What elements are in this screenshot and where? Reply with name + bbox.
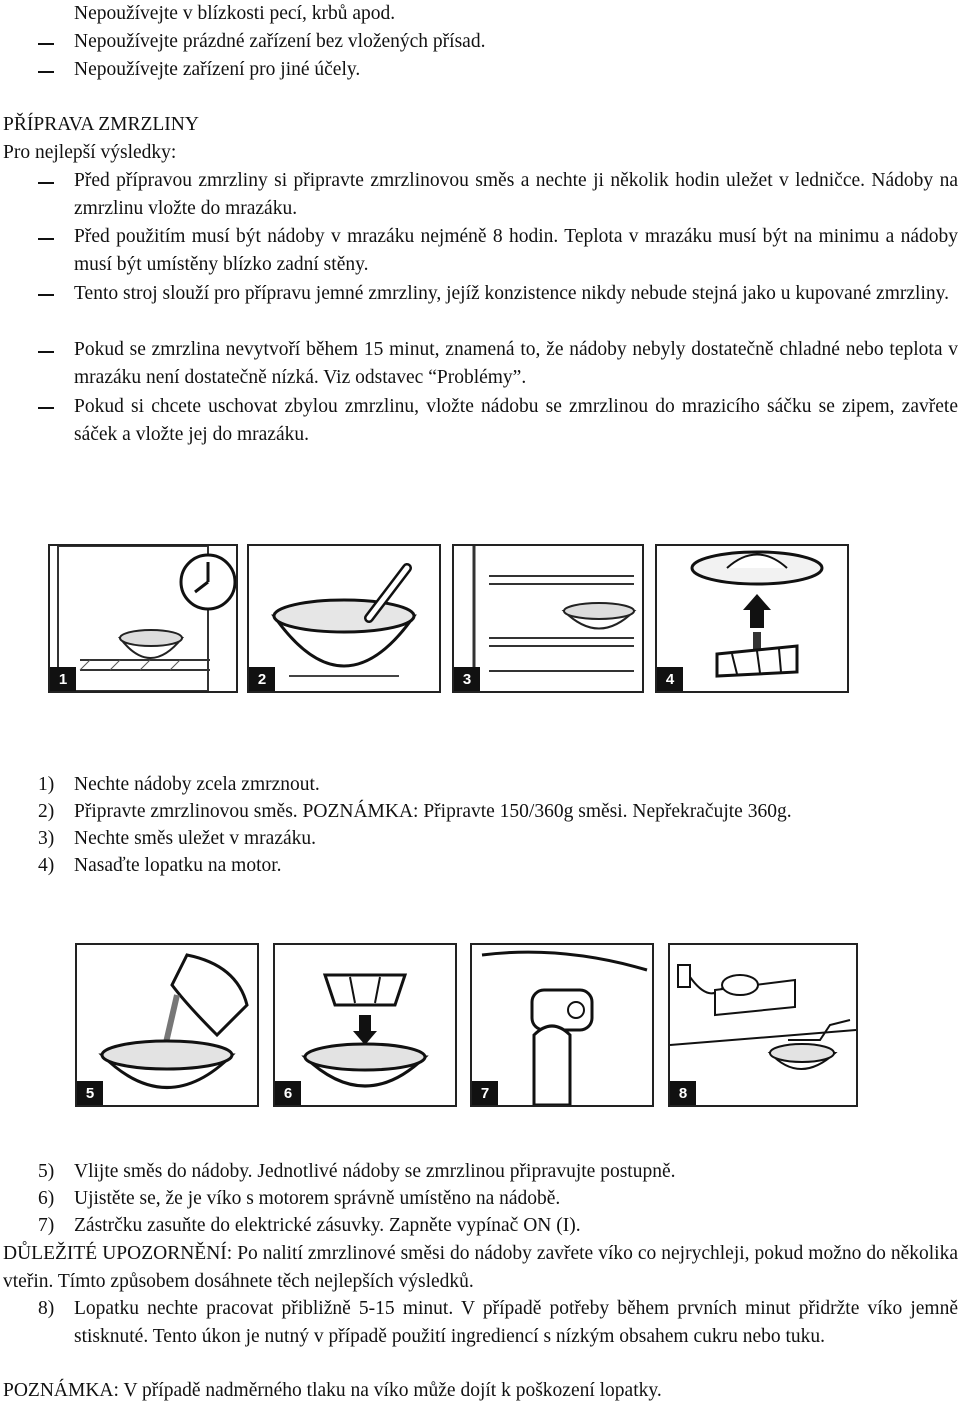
tip-4: Pokud se zmrzlina nevytvoří během 15 minut, znamená to, že nádoby nebyly dostatečně chladné nebo teplota v mrazáku není dostatečně nízká. Viz odstavec “Problémy”. (74, 339, 958, 388)
dash-bullet (38, 238, 54, 240)
figure-panel-2 (247, 544, 441, 693)
plugged-machine-illustration (670, 945, 856, 1105)
step-number: 7) (38, 1215, 55, 1236)
figure-panel-5 (75, 943, 259, 1107)
figure-panel-3 (452, 544, 644, 693)
step-text: Lopatku nechte pracovat přibližně 5-15 minut. V případě potřeby během prvních minut přidržte víko jemně stisknuté. Tento úkon je nutný v případě použití ingrediencí s nízkým obsahem cukru nebo tuku. (74, 1298, 958, 1347)
dash-bullet (38, 407, 54, 409)
figure-number-2: 2 (249, 667, 275, 691)
figure-number-5: 5 (77, 1081, 103, 1105)
important-notice: DŮLEŽITÉ UPOZORNĚNÍ: Po nalití zmrzlinové směsi do nádoby zavřete víko co nejrychleji, pokud možno do několika vteřin. Tímto způsobem dosáhnete těch nejlepších výsledků. (3, 1243, 958, 1292)
step-text: Zástrčku zasuňte do elektrické zásuvky. Zapněte vypínač ON (I). (74, 1215, 581, 1236)
step-number: 3) (38, 828, 55, 849)
step-number: 8) (38, 1298, 55, 1319)
section-title: PŘÍPRAVA ZMRZLINY (3, 114, 199, 135)
figure-number-7: 7 (472, 1081, 498, 1105)
figure-panel-1 (48, 544, 238, 693)
figure-number-3: 3 (454, 667, 480, 691)
tip-2: Před použitím musí být nádoby v mrazáku nejméně 8 hodin. Teplota v mrazáku musí být na minimu a nádoby musí být umístěny blízko zadní stěny. (74, 226, 958, 275)
step-text: Vlijte směs do nádoby. Jednotlivé nádoby se zmrzlinou připravujte postupně. (74, 1161, 676, 1182)
tip-1: Před přípravou zmrzliny si připravte zmrzlinovou směs a nechte ji několik hodin uležet v ledničce. Nádoby na zmrzlinu vložte do mrazáku. (74, 170, 958, 219)
dash-bullet (38, 71, 54, 73)
warning-line-3: Nepoužívejte zařízení pro jiné účely. (74, 59, 361, 80)
step-number: 2) (38, 801, 55, 822)
dash-bullet (38, 182, 54, 184)
pouring-mix-illustration (77, 945, 257, 1105)
figure-number-8: 8 (670, 1081, 696, 1105)
dash-bullet (38, 294, 54, 296)
warning-line-1: Nepoužívejte v blízkosti pecí, krbů apod. (74, 3, 396, 24)
warning-line-2: Nepoužívejte prázdné zařízení bez vložených přísad. (74, 31, 486, 52)
dash-bullet (38, 43, 54, 45)
freezer-clock-illustration (50, 546, 236, 691)
section-subtitle: Pro nejlepší výsledky: (3, 142, 177, 163)
tip-5: Pokud si chcete uschovat zbylou zmrzlinu, vložte nádobu se zmrzlinou do mrazicího sáčku se zipem, zavřete sáček a vložte jej do mrazáku. (74, 396, 958, 445)
step-text: Nasaďte lopatku na motor. (74, 855, 282, 876)
figure-panel-8 (668, 943, 858, 1107)
note: POZNÁMKA: V případě nadměrného tlaku na víko může dojít k poškození lopatky. (3, 1380, 662, 1401)
figure-panel-7 (470, 943, 654, 1107)
figure-number-6: 6 (275, 1081, 301, 1105)
dash-bullet (38, 351, 54, 353)
power-switch-illustration (472, 945, 652, 1105)
step-text: Ujistěte se, že je víko s motorem správně umístěno na nádobě. (74, 1188, 561, 1209)
figure-panel-6 (273, 943, 457, 1107)
step-number: 5) (38, 1161, 55, 1182)
tip-3: Tento stroj slouží pro přípravu jemné zmrzliny, jejíž konzistence nikdy nebude stejná jako u kupované zmrzliny. (74, 283, 949, 304)
step-number: 4) (38, 855, 55, 876)
step-text: Připravte zmrzlinovou směs. POZNÁMKA: Připravte 150/360g směsi. Nepřekračujte 360g. (74, 801, 792, 822)
paddle-lid-illustration (657, 546, 847, 691)
mixing-bowl-illustration (249, 546, 439, 691)
figure-panel-4 (655, 544, 849, 693)
figure-number-1: 1 (50, 667, 76, 691)
figure-number-4: 4 (657, 667, 683, 691)
lid-on-bowl-illustration (275, 945, 455, 1105)
step-text: Nechte nádoby zcela zmrznout. (74, 774, 320, 795)
freezer-shelves-illustration (454, 546, 642, 691)
step-text: Nechte směs uležet v mrazáku. (74, 828, 317, 849)
step-number: 1) (38, 774, 55, 795)
step-number: 6) (38, 1188, 55, 1209)
